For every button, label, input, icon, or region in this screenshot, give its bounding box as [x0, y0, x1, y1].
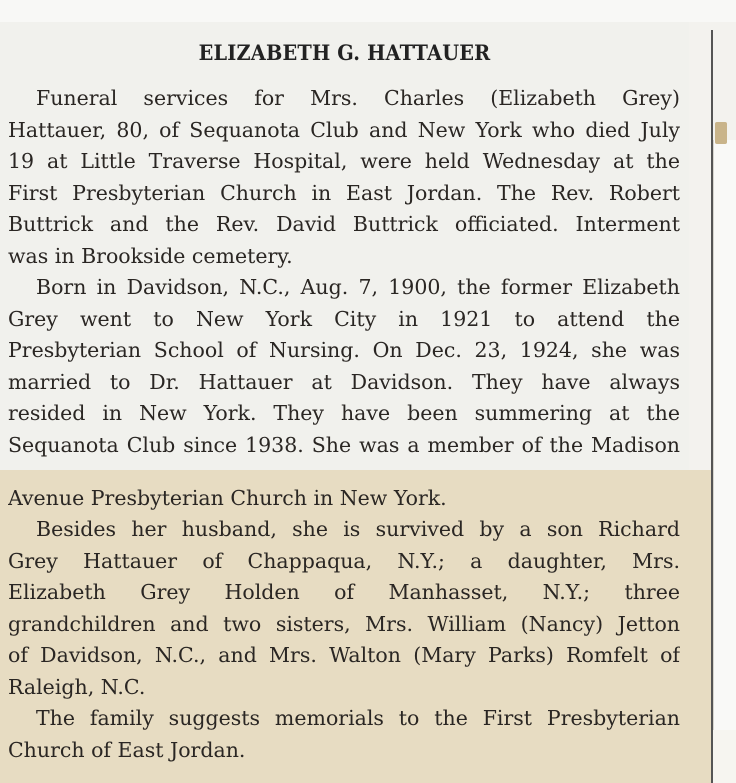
text-line: Presbyterian School of Nursing. On Dec. 23, 1924, she was	[8, 338, 680, 362]
text-line: Avenue Presbyterian Church in New York.	[8, 486, 447, 510]
scan-top-edge	[0, 0, 736, 23]
tape-mark	[715, 122, 727, 144]
paragraph-2	[8, 272, 680, 461]
text-line: married to Dr. Hattauer at Davidson. They have always	[8, 369, 680, 394]
text-line: Hattauer, 80, of Sequanota Club and New York who died July	[8, 117, 680, 142]
text-line: Grey Hattauer of Chappaqua, N.Y.; a daughter, Mrs.	[8, 548, 680, 573]
text-line: The family suggests memorials to the First Presbyterian	[36, 706, 680, 730]
text-line: Raleigh, N.C.	[8, 674, 146, 699]
paragraph-3	[8, 514, 680, 703]
text-line: Elizabeth Grey Holden of Manhasset, N.Y.; three	[8, 580, 680, 604]
obituary-headline: ELIZABETH G. HATTAUER	[198, 40, 491, 65]
text-line: Besides her husband, she is survived by a son Richard	[36, 517, 680, 541]
text-line: of Davidson, N.C., and Mrs. Walton (Mary Parks) Romfelt of	[8, 643, 680, 667]
text-line: was in Brookside cemetery.	[8, 243, 293, 268]
text-line: Sequanota Club since 1938. She was a member of the Madison	[8, 432, 680, 457]
text-line: 19 at Little Traverse Hospital, were held Wednesday at the	[8, 149, 680, 173]
text-line: Grey went to New York City in 1921 to attend the	[8, 306, 680, 331]
paragraph-4	[8, 703, 680, 766]
paper-strip	[713, 140, 736, 730]
text-line: Born in Davidson, N.C., Aug. 7, 1900, the former Elizabeth	[36, 275, 680, 299]
text-line: Church of East Jordan.	[8, 737, 246, 762]
paragraph-2-continued	[8, 483, 680, 515]
text-line: First Presbyterian Church in East Jordan. The Rev. Robert	[8, 180, 680, 205]
paragraph-1	[8, 83, 680, 272]
text-line: Buttrick and the Rev. David Buttrick officiated. Interment	[8, 212, 680, 236]
text-line: Funeral services for Mrs. Charles (Elizabeth Grey)	[36, 86, 680, 110]
text-line: grandchildren and two sisters, Mrs. William (Nancy) Jetton	[8, 611, 680, 636]
text-line: resided in New York. They have been summering at the	[8, 401, 680, 425]
